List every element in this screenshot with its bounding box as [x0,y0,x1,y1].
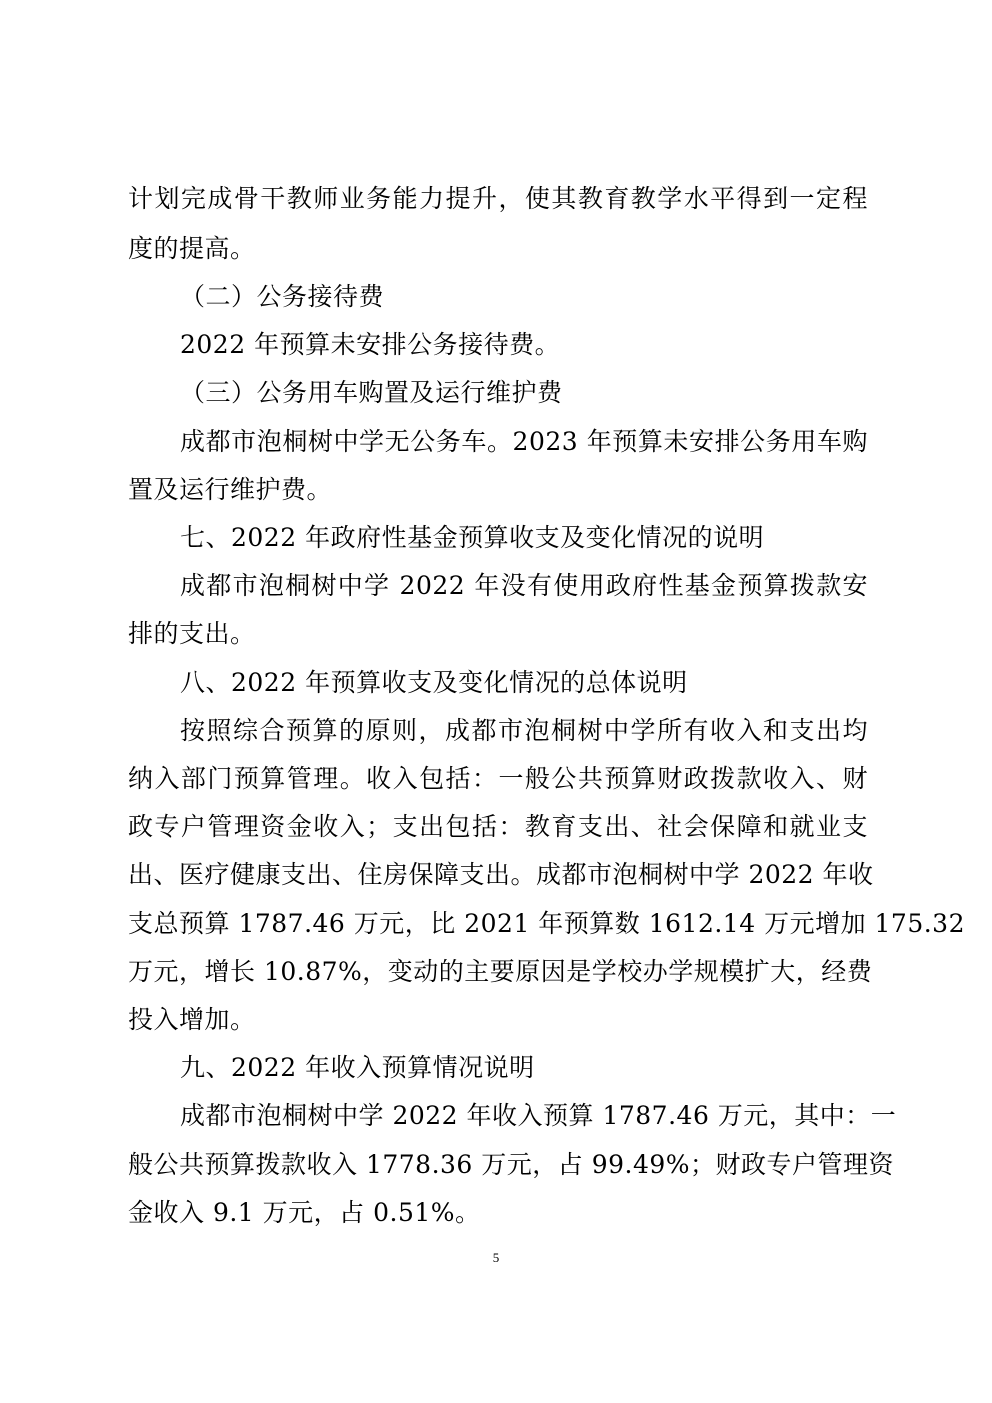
paragraph-line: 排的支出。 [128,619,256,648]
paragraph-line: 度的提高。 [128,234,256,263]
paragraph-line: 般公共预算拨款收入 1778.36 万元，占 99.49%；财政专户管理资 [128,1150,895,1179]
paragraph-line: 金收入 9.1 万元，占 0.51%。 [128,1198,481,1227]
paragraph-line: 支总预算 1787.46 万元，比 2021 年预算数 1612.14 万元增加 175.32 [128,909,965,938]
paragraph-line: 万元，增长 10.87%，变动的主要原因是学校办学规模扩大，经费 [128,957,873,986]
paragraph-line: 纳入部门预算管理。收入包括：一般公共预算财政拨款收入、财 [128,764,868,793]
paragraph-line: 成都市泡桐树中学 2022 年没有使用政府性基金预算拨款安 [180,571,868,600]
paragraph-line: 政专户管理资金收入；支出包括：教育支出、社会保障和就业支 [128,812,868,841]
section-heading: 七、2022 年政府性基金预算收支及变化情况的说明 [180,523,765,552]
section-heading: （二）公务接待费 [180,282,385,311]
paragraph-line: 置及运行维护费。 [128,475,333,504]
paragraph-line: 计划完成骨干教师业务能力提升，使其教育教学水平得到一定程 [128,184,868,213]
section-heading: 九、2022 年收入预算情况说明 [180,1053,535,1082]
section-heading: （三）公务用车购置及运行维护费 [180,378,563,407]
paragraph-line: 出、医疗健康支出、住房保障支出。成都市泡桐树中学 2022 年收 [128,860,874,889]
paragraph-line: 按照综合预算的原则，成都市泡桐树中学所有收入和支出均 [180,716,868,745]
paragraph-line: 成都市泡桐树中学 2022 年收入预算 1787.46 万元，其中：一 [180,1101,897,1130]
paragraph-line: 2022 年预算未安排公务接待费。 [180,330,561,359]
page-number: 5 [492,1250,500,1265]
section-heading: 八、2022 年预算收支及变化情况的总体说明 [180,668,688,697]
paragraph-line: 投入增加。 [128,1005,256,1034]
paragraph-line: 成都市泡桐树中学无公务车。2023 年预算未安排公务用车购 [180,427,868,456]
